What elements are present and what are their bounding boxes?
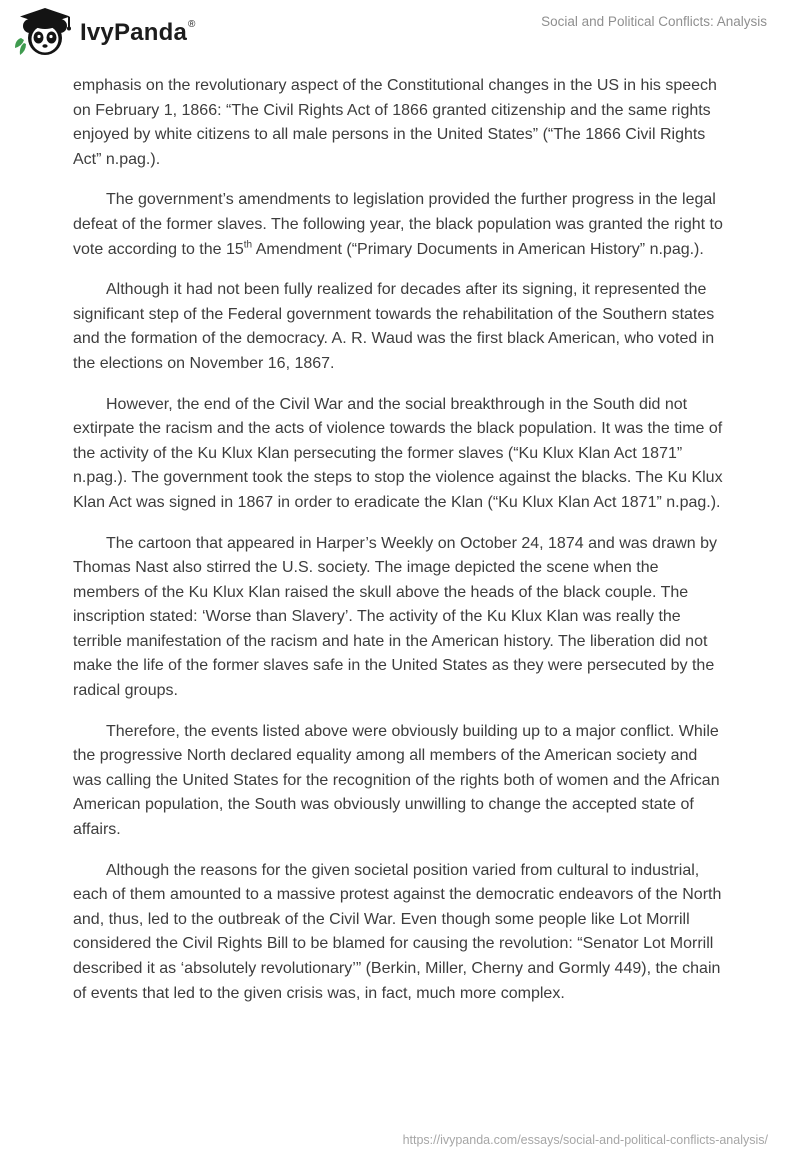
ivypanda-panda-logo-icon — [15, 8, 73, 58]
paragraph: emphasis on the revolutionary aspect of the Constitutional changes in the US in his speech on February 1, 1866: “The Civil Rights Act of 1866 granted citizenship and the same rights enjoyed by white citizens to all male persons in the United States” (“The 1866 Civil Rights Act” n.pag.). — [73, 77, 717, 168]
brand-name: IvyPanda — [80, 19, 187, 46]
paragraph: Although the reasons for the given societal position varied from cultural to industrial, each of them amounted to a massive protest against the democratic endeavors of the North and, thus, led to the outbreak of the Civil War. Even though some people like Lot Morrill considered the Civil Rights Bill to be blamed for causing the revolution: “Senator Lot Morrill described it as ‘absolutely revolutionary’” (Berkin, Miller, Cherny and Gormly 449), the chain of events that led to the given crisis was, in fact, much more complex. — [73, 861, 722, 1002]
footer-url: https://ivypanda.com/essays/social-and-political-conflicts-analysis/ — [402, 1133, 768, 1147]
essay-body — [73, 74, 727, 1022]
paragraph: The government’s amendments to legislation provided the further progress in the legal defeat of the former slaves. The following year, the black population was granted the right to vote according to the 15th Amendment (“Primary Documents in American History” n.pag.). — [73, 191, 723, 258]
paragraph: The cartoon that appeared in Harper’s Weekly on October 24, 1874 and was drawn by Thomas Nast also stirred the U.S. society. The image depicted the scene when the members of the Ku Klux Klan raised the skull above the heads of the black couple. The inscription stated: ‘Worse than Slavery’. The activity of the Ku Klux Klan was really the terrible manifestation of the racism and hate in the American history. The liberation did not make the life of the former slaves safe in the United States as they were persecuted by the radical groups. — [73, 534, 718, 700]
paragraph: However, the end of the Civil War and the social breakthrough in the South did not extirpate the racism and the acts of violence towards the black population. It was the time of the activity of the Ku Klux Klan persecuting the former slaves (“Ku Klux Klan Act 1871” n.pag.). The government took the steps to stop the violence against the blacks. The Ku Klux Klan Act was signed in 1867 in order to eradicate the Klan (“Ku Klux Klan Act 1871” n.pag.). — [73, 395, 723, 511]
paragraph: Therefore, the events listed above were obviously building up to a major conflict. While the progressive North declared equality among all members of the American society and was calling the United States for the recognition of the rights both of women and the African American population, the South was obviously unwilling to change the accepted state of affairs. — [73, 722, 720, 839]
brand-logo — [15, 8, 195, 58]
registered-mark: ® — [188, 19, 196, 30]
paragraph: Although it had not been fully realized for decades after its signing, it represented the significant step of the Federal government towards the rehabilitation of the Southern states and the formation of the democracy. A. R. Waud was the first black American, who voted in the elections on November 16, 1867. — [73, 281, 715, 372]
document-title: Social and Political Conflicts: Analysis — [541, 14, 767, 29]
